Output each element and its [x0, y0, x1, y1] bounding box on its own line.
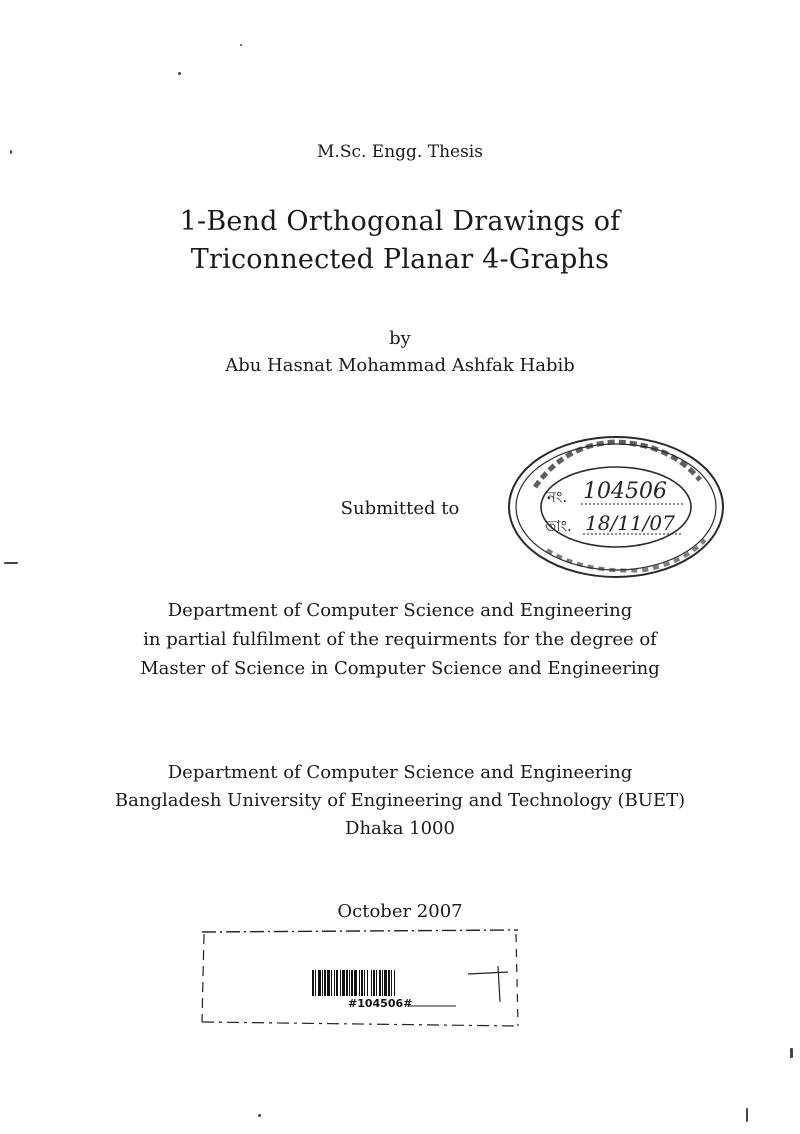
barcode-bar — [331, 970, 332, 996]
thesis-title-line-1: 1-Bend Orthogonal Drawings of — [179, 206, 621, 237]
barcode-bar — [334, 970, 335, 996]
barcode-bar — [376, 970, 377, 996]
barcode-bar — [391, 970, 392, 996]
scan-speck — [258, 1114, 261, 1117]
barcode-bar — [312, 970, 314, 996]
submission-date: October 2007 — [337, 901, 463, 922]
barcode-bar — [324, 970, 326, 996]
barcode-bar — [354, 970, 357, 996]
barcode-bar — [322, 970, 323, 996]
barcode-label — [198, 922, 528, 1032]
degree-label: M.Sc. Engg. Thesis — [317, 142, 483, 162]
barcode-bar — [384, 970, 387, 996]
barcode-bar — [364, 970, 365, 996]
purpose-line-3: Master of Science in Computer Science and Engineering — [140, 658, 660, 679]
institution-line-2: Bangladesh University of Engineering and Technology (BUET) — [114, 790, 686, 811]
barcode-bar — [367, 970, 368, 996]
purpose-line-1: Department of Computer Science and Engineering — [167, 600, 633, 621]
barcode-bar — [349, 970, 350, 996]
barcode-bar — [351, 970, 353, 996]
barcode-bars — [312, 970, 395, 996]
barcode-bar — [359, 970, 360, 996]
institution-line-3: Dhaka 1000 — [345, 818, 455, 839]
stamp-date-prefix: তাং. — [545, 517, 572, 535]
barcode-bar — [388, 970, 390, 996]
library-stamp — [505, 432, 727, 582]
barcode-bar — [361, 970, 363, 996]
scan-speck — [746, 1108, 748, 1122]
barcode-bar — [382, 970, 383, 996]
scan-speck — [10, 150, 12, 154]
by-label: by — [389, 328, 411, 349]
barcode-bar — [342, 970, 345, 996]
barcode-bar — [373, 970, 375, 996]
barcode-number: #104506# — [348, 997, 413, 1010]
barcode-bar — [336, 970, 338, 996]
barcode-bar — [315, 970, 316, 996]
scan-speck — [4, 562, 18, 564]
barcode-bar — [340, 970, 341, 996]
scan-speck — [790, 1048, 793, 1058]
barcode-bar — [394, 970, 395, 996]
stamp-number-prefix: নং. — [547, 488, 568, 506]
author-name: Abu Hasnat Mohammad Ashfak Habib — [225, 355, 575, 376]
barcode-bar — [327, 970, 330, 996]
scan-speck — [178, 72, 181, 75]
barcode-bar — [371, 970, 372, 996]
barcode-bar — [379, 970, 381, 996]
submitted-label: Submitted to — [340, 498, 460, 519]
stamp-date: 18/11/07 — [585, 511, 675, 535]
thesis-title-line-2: Triconnected Planar 4-Graphs — [190, 244, 610, 275]
institution-line-1: Department of Computer Science and Engineering — [167, 762, 633, 783]
scan-speck — [240, 44, 242, 46]
stamp-number: 104506 — [583, 479, 667, 504]
barcode-bar — [318, 970, 321, 996]
barcode-bar — [346, 970, 348, 996]
purpose-line-2: in partial fulfilment of the requirments for the degree of — [143, 629, 657, 650]
